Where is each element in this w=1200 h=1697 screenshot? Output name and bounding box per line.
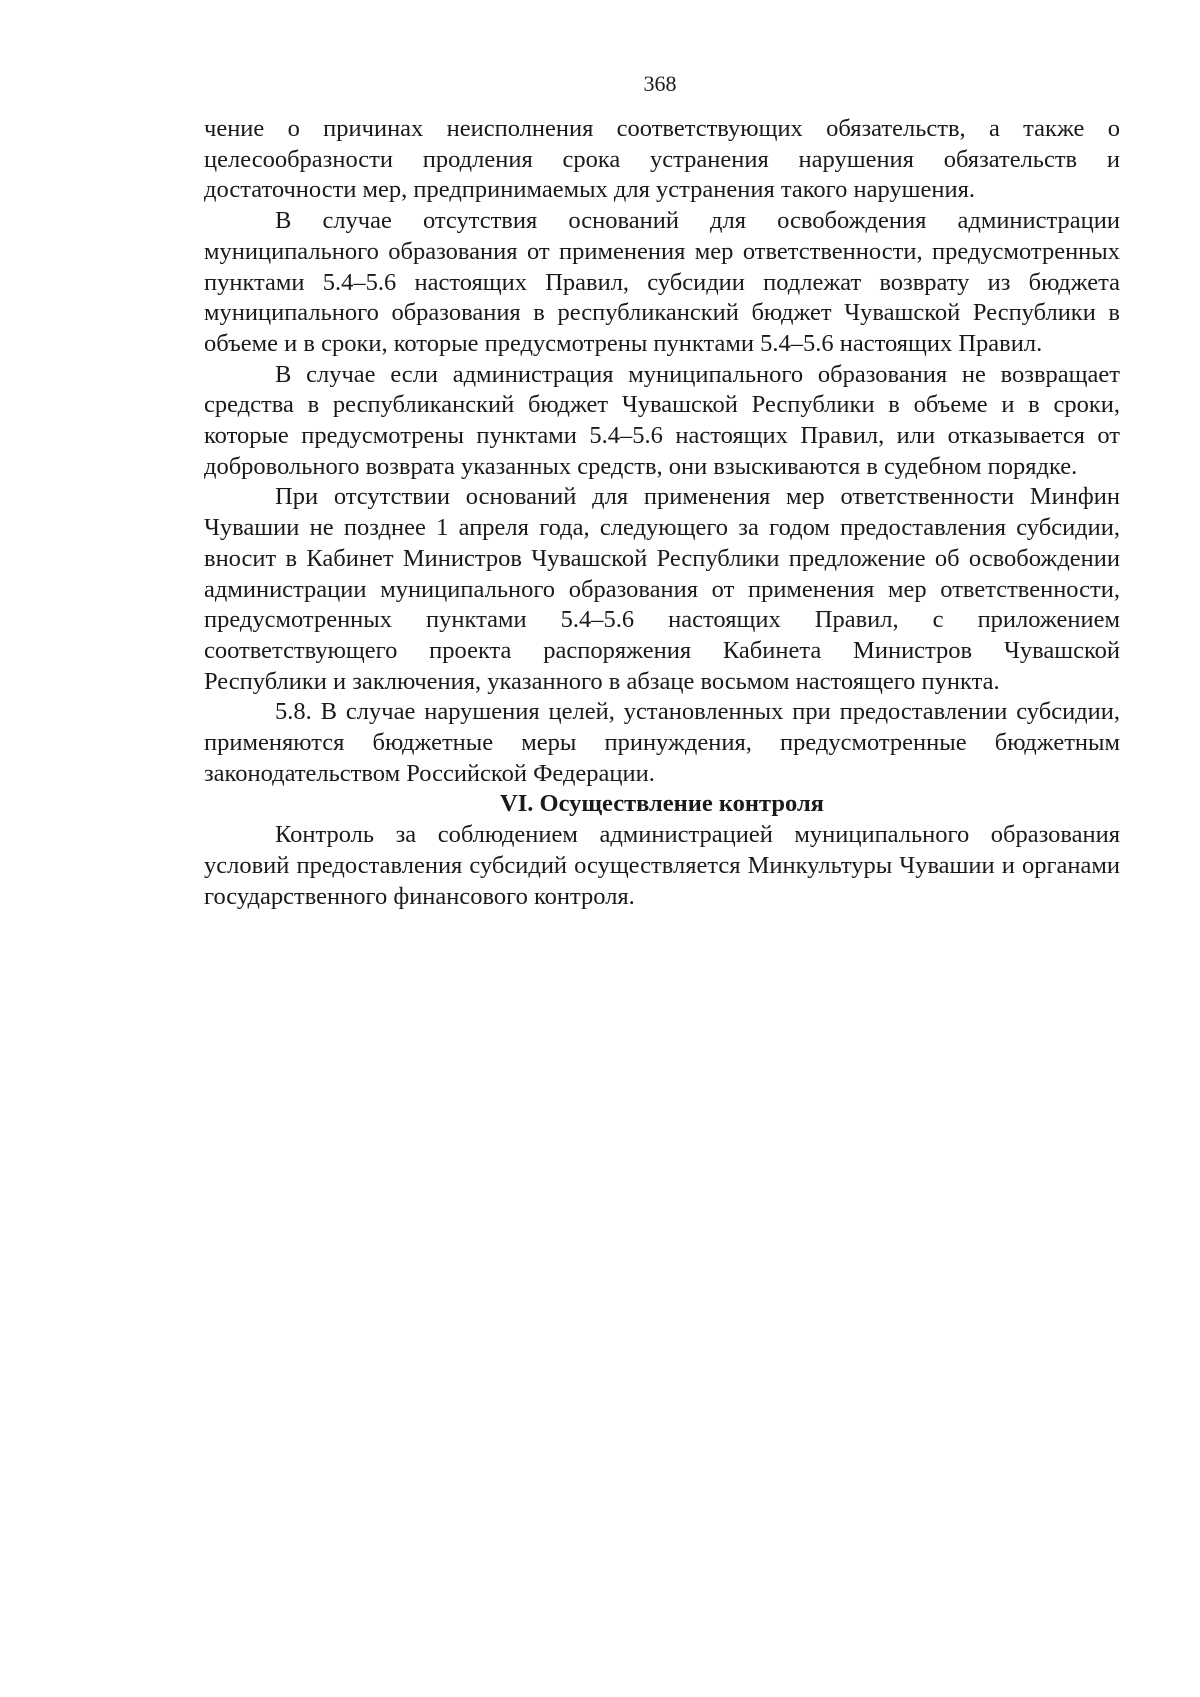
document-body	[204, 114, 1120, 912]
paragraph-continuation: чение о причинах неисполнения соответствующих обязательств, а также о целесообразности продления срока устранения нарушения обязательств и достаточности мер, предпринимаемых для устранения такого нарушения.	[204, 115, 1120, 204]
paragraph: 5.8. В случае нарушения целей, установленных при предоставлении субсидии, применяются бюджетные меры принуждения, предусмотренные бюджетным законодательством Российской Федерации.	[204, 698, 1120, 787]
section-heading: VI. Осуществление контроля	[500, 790, 824, 818]
paragraph: При отсутствии оснований для применения мер ответственности Минфин Чувашии не позднее 1 апреля года, следующего за годом предоставления субсидии, вносит в Кабинет Министров Чувашской Республики предложение об освобождении администрации муниципального образования от применения мер ответственности, предусмотренных пунктами 5.4–5.6 настоящих Правил, с приложением соответствующего проекта распоряжения Кабинета Министров Чувашской Республики и заключения, указанного в абзаце восьмом настоящего пункта.	[204, 483, 1120, 695]
paragraph: В случае если администрация муниципального образования не возвращает средства в республиканский бюджет Чувашской Республики в объеме и в сроки, которые предусмотрены пунктами 5.4–5.6 настоящих Правил, или отказывается от добровольного возврата указанных средств, они взыскиваются в судебном порядке.	[204, 360, 1120, 480]
paragraph: Контроль за соблюдением администрацией муниципального образования условий предоставления субсидий осуществляется Минкультуры Чувашии и органами государственного финансового контроля.	[204, 821, 1120, 910]
page-number: 368	[643, 71, 677, 96]
paragraph: В случае отсутствия оснований для освобождения администрации муниципального образования от применения мер ответственности, предусмотренных пунктами 5.4–5.6 настоящих Правил, субсидии подлежат возврату из бюджета муниципального образования в республиканский бюджет Чувашской Республики в объеме и в сроки, которые предусмотрены пунктами 5.4–5.6 настоящих Правил.	[204, 207, 1120, 357]
